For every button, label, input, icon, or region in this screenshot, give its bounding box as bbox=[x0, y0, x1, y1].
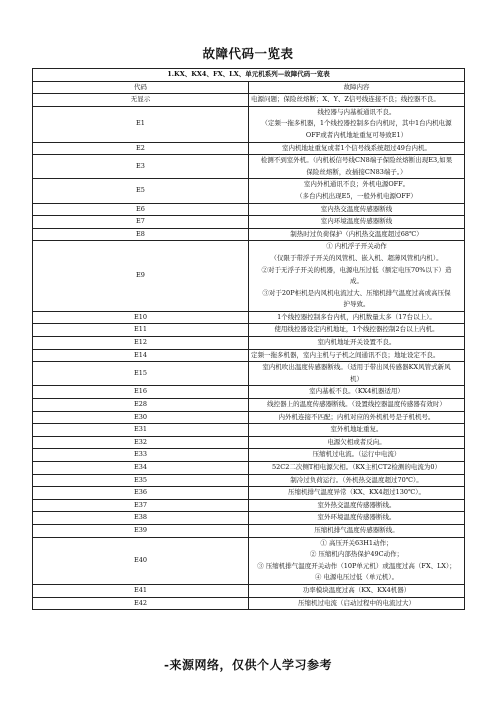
fault-description-line: 室外环境温度传感器断线。 bbox=[317, 513, 396, 522]
fault-description-line: 成。 bbox=[350, 277, 363, 286]
fault-code-cell: E8 bbox=[33, 228, 249, 241]
fault-description-cell bbox=[249, 241, 465, 312]
table-row bbox=[33, 584, 465, 597]
fault-description-line: 机） bbox=[350, 374, 363, 383]
fault-description-line: 压缩机过电流。（运行中电流） bbox=[312, 450, 401, 459]
fault-code-table-body bbox=[33, 69, 465, 610]
fault-code-cell: E6 bbox=[33, 203, 249, 216]
table-row bbox=[33, 499, 465, 512]
fault-description-line: 52C2二次侧T相电源欠相。（KX主机CT2检测的电流为0） bbox=[271, 463, 442, 471]
fault-description-line: 检测不到室外机。（内机板信号线CN8端子保险丝熔断出现E3,如果 bbox=[260, 156, 453, 165]
table-row bbox=[33, 155, 465, 179]
fault-description-line: 室内基板不良。（KX4机器适用） bbox=[309, 387, 404, 396]
fault-description-line: 内外机连接不匹配；内机对应的外机机号是子机机号。 bbox=[278, 412, 435, 421]
fault-description-cell bbox=[249, 324, 465, 337]
fault-description-cell bbox=[249, 487, 465, 500]
fault-code-cell: E11 bbox=[33, 324, 249, 337]
fault-description-line: 室外机地址重复。 bbox=[330, 425, 383, 434]
fault-code-cell: E41 bbox=[33, 584, 249, 597]
fault-description-cell bbox=[249, 94, 465, 107]
fault-description-cell bbox=[249, 584, 465, 597]
fault-code-cell: E28 bbox=[33, 399, 249, 412]
fault-description-line: 保险丝熔断，改插接CN83端子。） bbox=[306, 167, 407, 176]
table-row bbox=[33, 142, 465, 155]
fault-code-cell: E14 bbox=[33, 349, 249, 362]
fault-description-line: 1个线控器控制多台内机，内机数量太多（17台以上）。 bbox=[277, 312, 436, 321]
table-row bbox=[33, 449, 465, 462]
fault-code-cell: E42 bbox=[33, 597, 249, 610]
fault-code-cell: E16 bbox=[33, 386, 249, 399]
table-row bbox=[33, 487, 465, 500]
table-row bbox=[33, 94, 465, 107]
fault-description-line: 线控器上的温度传感器断线。（设置线控器温度传感器有效时） bbox=[267, 400, 446, 409]
fault-code-cell: E36 bbox=[33, 487, 249, 500]
table-row bbox=[33, 512, 465, 525]
table-row bbox=[33, 411, 465, 424]
fault-description-line: 使用线控器设定内机地址，1个线控器控制2台以上内机。 bbox=[274, 325, 439, 334]
table-subtitle: 1.KX、KX4、FX、LX、单元机系列—故障代码一览表 bbox=[33, 69, 465, 82]
fault-code-cell: E30 bbox=[33, 411, 249, 424]
fault-description-cell bbox=[249, 349, 465, 362]
table-row bbox=[33, 362, 465, 386]
fault-description-line: 制冷过负荷运行。（外机热交温度超过70℃）。 bbox=[290, 475, 423, 484]
fault-description-cell bbox=[249, 462, 465, 475]
fault-code-cell: E32 bbox=[33, 436, 249, 449]
table-header-row bbox=[33, 81, 465, 94]
fault-description-cell bbox=[249, 512, 465, 525]
fault-description-line: OFF或者内机地址重复可导致E1） bbox=[305, 130, 408, 139]
fault-description-cell bbox=[249, 142, 465, 155]
fault-description-line: （定频一拖多机器，1个线控器控制多台内机时，其中1台内机电源 bbox=[261, 119, 452, 128]
fault-description-line: ②对于无浮子开关的机器，电源电压过低（额定电压70%以下）造 bbox=[261, 265, 452, 274]
fault-description-cell bbox=[249, 499, 465, 512]
fault-description-line: （仅限于带浮子开关的风管机、嵌入机、超薄风管机内机）。 bbox=[270, 253, 443, 262]
fault-description-line: 线控器与内基板通讯不良。 bbox=[317, 107, 396, 116]
fault-code-cell: E37 bbox=[33, 499, 249, 512]
fault-code-cell: E39 bbox=[33, 524, 249, 537]
fault-description-cell bbox=[249, 203, 465, 216]
fault-description-line: 电源欠相或者反向。 bbox=[327, 437, 386, 446]
header-content: 故障内容 bbox=[249, 81, 465, 94]
fault-description-cell bbox=[249, 524, 465, 537]
fault-code-cell: E12 bbox=[33, 337, 249, 350]
fault-code-cell: E1 bbox=[33, 106, 249, 142]
table-row bbox=[33, 179, 465, 203]
fault-code-cell: E40 bbox=[33, 537, 249, 584]
fault-code-cell: E38 bbox=[33, 512, 249, 525]
fault-code-cell: E15 bbox=[33, 362, 249, 386]
fault-code-cell: E5 bbox=[33, 179, 249, 203]
table-row bbox=[33, 349, 465, 362]
table-row bbox=[33, 399, 465, 412]
footer-note: -来源网络，仅供个人学习参考 bbox=[164, 658, 332, 672]
fault-description-cell bbox=[249, 155, 465, 179]
fault-description-line: 护导致。 bbox=[343, 300, 370, 309]
fault-code-table bbox=[32, 68, 465, 610]
fault-description-line: 压缩机排气温度传感器断线。 bbox=[314, 525, 399, 534]
header-code: 代码 bbox=[33, 81, 249, 94]
fault-code-cell: E7 bbox=[33, 216, 249, 229]
table-row bbox=[33, 524, 465, 537]
fault-description-cell bbox=[249, 399, 465, 412]
fault-description-cell bbox=[249, 597, 465, 610]
fault-description-cell bbox=[249, 179, 465, 203]
table-row bbox=[33, 537, 465, 584]
fault-description-line: 室内机吹出温度传感器断线。（适用于带出风传感器KX风管式新风 bbox=[262, 363, 451, 372]
fault-description-cell bbox=[249, 337, 465, 350]
fault-code-cell: E9 bbox=[33, 241, 249, 312]
fault-description-line: ① 内机浮子开关动作 bbox=[326, 242, 387, 251]
fault-description-cell bbox=[249, 216, 465, 229]
fault-description-line: 室内机地址重复或者1个信号线系统超过49台内机。 bbox=[282, 143, 431, 152]
table-row bbox=[33, 216, 465, 229]
table-row bbox=[33, 462, 465, 475]
fault-description-line: 室外热交温度传感器断线。 bbox=[317, 500, 396, 509]
fault-description-cell bbox=[249, 436, 465, 449]
fault-description-line: 定频一拖多机器，室内主机与子机之间通讯不良；地址设定不良。 bbox=[251, 350, 440, 359]
fault-description-line: 室内环境温度传感器断线 bbox=[320, 217, 393, 226]
fault-code-cell: E33 bbox=[33, 449, 249, 462]
fault-description-line: ④ 电源电压过低（单元机）。 bbox=[314, 573, 399, 582]
page-title: 故障代码一览表 bbox=[202, 46, 294, 61]
fault-description-line: ① 高压开关63H1动作； bbox=[320, 538, 393, 547]
fault-code-cell: E10 bbox=[33, 311, 249, 324]
table-subtitle-row bbox=[33, 69, 465, 82]
fault-description-line: ③对于20P柜机是内风机电流过大、压缩机排气温度过高或高压保 bbox=[262, 288, 451, 297]
fault-description-cell bbox=[249, 449, 465, 462]
table-row bbox=[33, 436, 465, 449]
fault-description-line: （多台内机出现E5，一般外机电源OFF） bbox=[296, 191, 417, 200]
fault-description-line: 压缩机排气温度异常（KX、KX4超过130℃）。 bbox=[287, 488, 426, 497]
fault-description-line: 室内热交温度传感器断线 bbox=[320, 204, 393, 213]
fault-code-cell: E34 bbox=[33, 462, 249, 475]
table-row bbox=[33, 106, 465, 142]
table-row bbox=[33, 337, 465, 350]
table-row bbox=[33, 203, 465, 216]
fault-description-line: 电源问题；保险丝熔断；X、Y、Z信号线连接不良；线控器不良。 bbox=[251, 95, 440, 104]
table-row bbox=[33, 324, 465, 337]
table-row bbox=[33, 241, 465, 312]
fault-description-cell bbox=[249, 424, 465, 437]
fault-description-cell bbox=[249, 311, 465, 324]
fault-description-line: 室内机地址开关设置不良。 bbox=[317, 338, 396, 347]
fault-description-cell bbox=[249, 228, 465, 241]
fault-code-cell: E35 bbox=[33, 474, 249, 487]
fault-description-line: 压缩机过电流（启动过程中的电流过大） bbox=[298, 598, 415, 607]
fault-code-cell: E3 bbox=[33, 155, 249, 179]
fault-description-cell bbox=[249, 362, 465, 386]
fault-description-line: 功率模块温度过高（KX、KX4机器） bbox=[302, 585, 411, 594]
fault-code-cell: 无显示 bbox=[33, 94, 249, 107]
fault-description-cell bbox=[249, 474, 465, 487]
fault-description-cell bbox=[249, 106, 465, 142]
table-row bbox=[33, 386, 465, 399]
fault-code-cell: E31 bbox=[33, 424, 249, 437]
fault-description-line: ③ 压缩机排气温度开关动作（10P单元机）或温度过高（FX、LX）； bbox=[257, 561, 456, 570]
table-row bbox=[33, 424, 465, 437]
fault-description-cell bbox=[249, 386, 465, 399]
fault-description-cell bbox=[249, 411, 465, 424]
fault-description-line: 制热时过负荷保护（内机热交温度超过68℃） bbox=[290, 229, 423, 238]
fault-description-cell bbox=[249, 537, 465, 584]
table-row bbox=[33, 311, 465, 324]
table-row bbox=[33, 474, 465, 487]
fault-code-cell: E2 bbox=[33, 142, 249, 155]
table-row bbox=[33, 597, 465, 610]
fault-description-line: 室内外机通讯不良；外机电源OFF。 bbox=[303, 180, 410, 189]
fault-description-line: ② 压缩机内部热保护49C动作； bbox=[309, 550, 404, 559]
table-row bbox=[33, 228, 465, 241]
